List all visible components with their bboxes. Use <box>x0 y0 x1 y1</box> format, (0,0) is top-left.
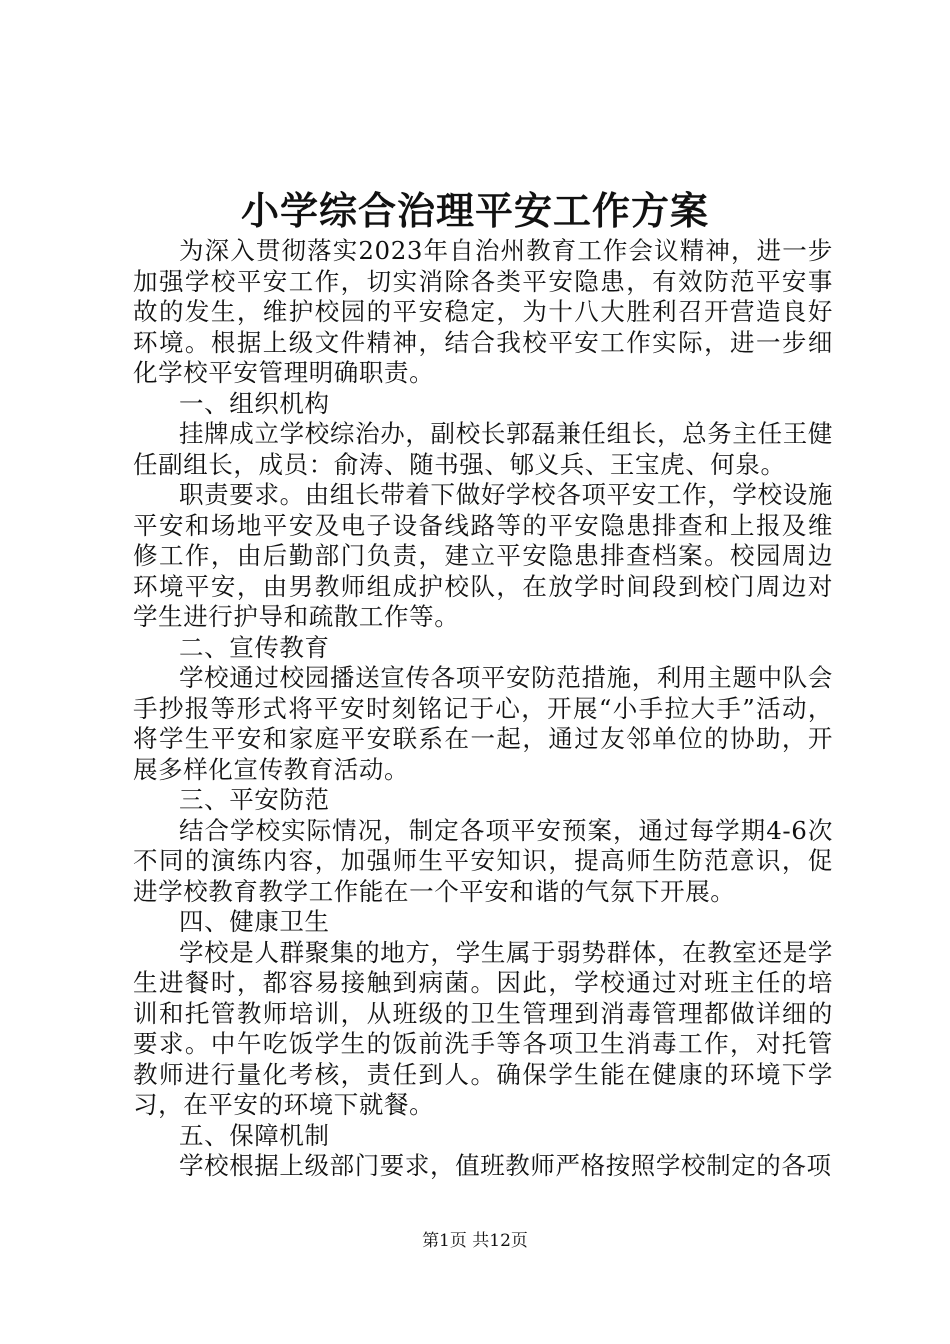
paragraph-prevention: 结合学校实际情况，制定各项平安预案，通过每学期4-6次不同的演练内容，加强师生平安知识，提高师生防范意识，促进学校教育教学工作能在一个平安和谐的气氛下开展。 <box>133 815 833 906</box>
section-heading-health: 四、健康卫生 <box>179 907 330 936</box>
section-heading-organization: 一、组织机构 <box>179 388 330 418</box>
paragraph-organization: 挂牌成立学校综治办，副校长郭磊兼任组长，总务主任王健任副组长，成员：俞涛、随书强、郇义兵、王宝虎、何泉。 <box>133 419 833 479</box>
section-heading-prevention: 三、平安防范 <box>179 785 330 814</box>
document-body <box>133 236 833 1182</box>
paragraph-publicity: 学校通过校园播送宣传各项平安防范措施，利用主题中队会手抄报等形式将平安时刻铭记于心，开展“小手拉大手”活动，将学生平安和家庭平安联系在一起，通过友邻单位的协助，开展多样化宣传教育活动。 <box>133 663 833 784</box>
paragraph-guarantee: 学校根据上级部门要求，值班教师严格按照学校制定的各项 <box>179 1151 832 1180</box>
paragraph-responsibilities: 职责要求。由组长带着下做好学校各项平安工作，学校设施平安和场地平安及电子设备线路等的平安隐患排查和上报及维修工作，由后勤部门负责，建立平安隐患排查档案。校园周边环境平安，由男教师组成护校队，在放学时间段到校门周边对学生进行护导和疏散工作等。 <box>133 480 833 631</box>
document-title: 小学综合治理平安工作方案 <box>240 188 709 233</box>
paragraph-health: 学校是人群聚集的地方，学生属于弱势群体，在教室还是学生进餐时，都容易接触到病菌。因此，学校通过对班主任的培训和托管教师培训，从班级的卫生管理到消毒管理都做详细的要求。中午吃饭学生的饭前洗手等各项卫生消毒工作，对托管教师进行量化考核，责任到人。确保学生能在健康的环境下学习，在平安的环境下就餐。 <box>133 937 833 1119</box>
page-number-footer: 第1页 共12页 <box>422 1231 528 1251</box>
section-heading-publicity: 二、宣传教育 <box>179 632 330 662</box>
paragraph-intro: 为深入贯彻落实2023年自治州教育工作会议精神，进一步加强学校平安工作，切实消除各类平安隐患，有效防范平安事故的发生，维护校园的平安稳定，为十八大胜利召开营造良好环境。根据上级文件精神，结合我校平安工作实际，进一步细化学校平安管理明确职责。 <box>133 236 833 387</box>
section-heading-guarantee: 五、保障机制 <box>179 1120 330 1150</box>
